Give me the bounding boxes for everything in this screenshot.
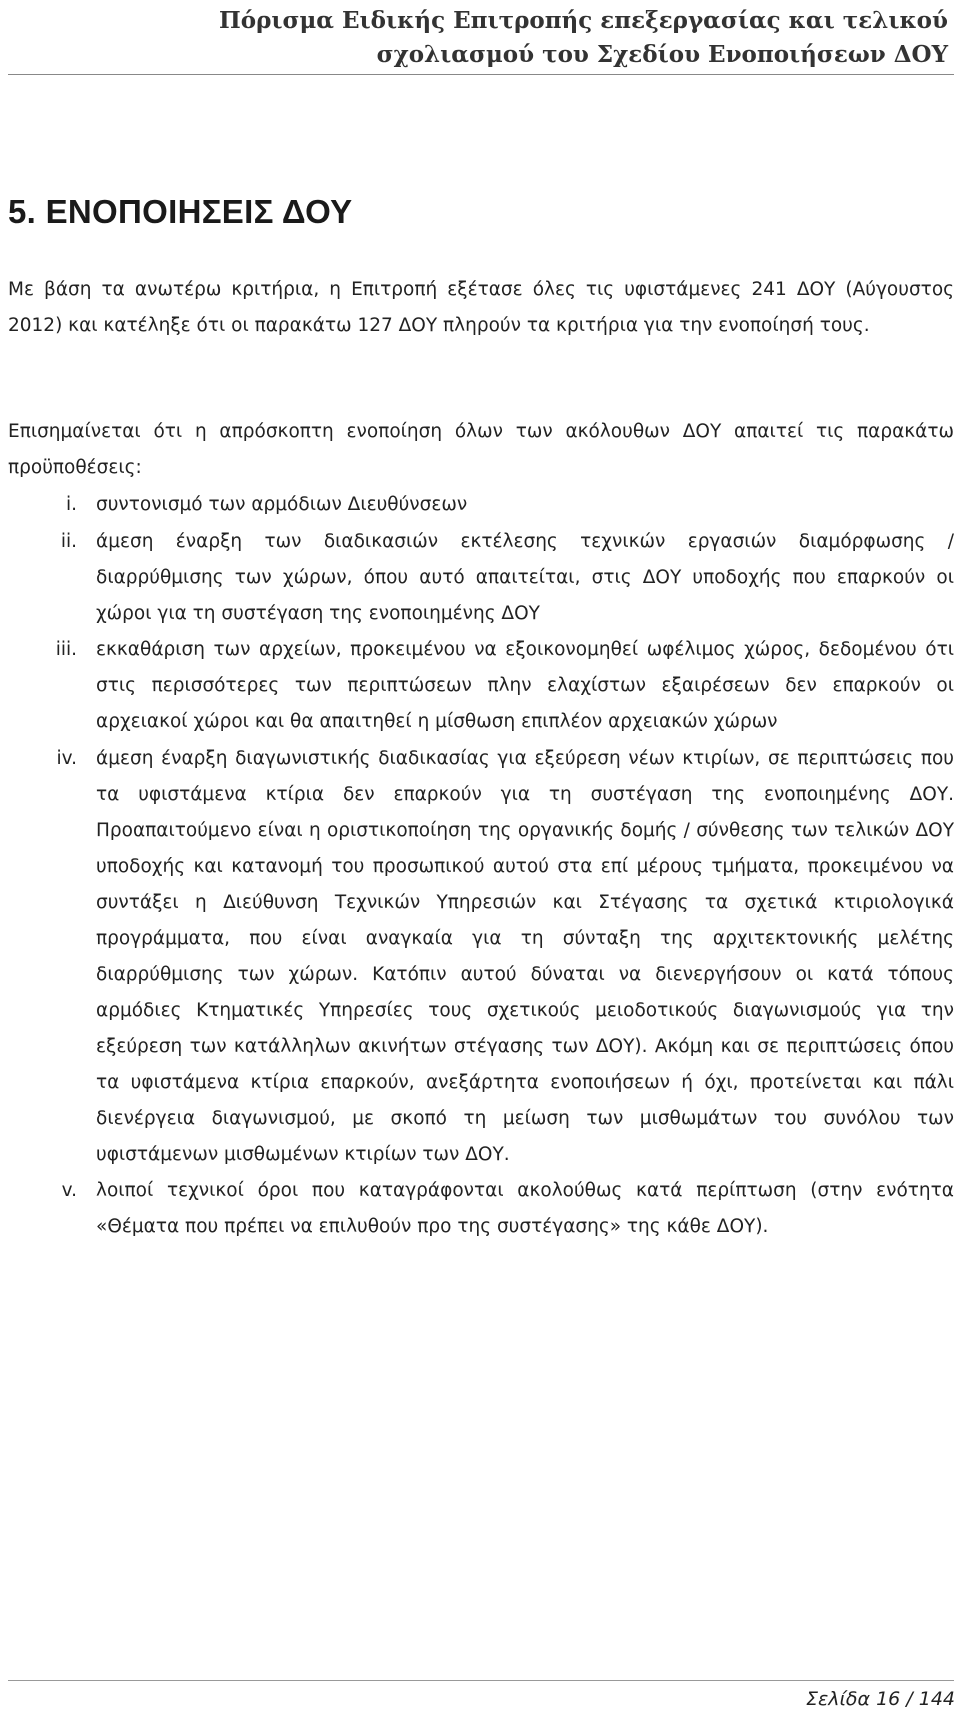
footer-divider [8, 1680, 954, 1681]
list-item-number: v. [61, 1180, 77, 1201]
list-item-number: i. [65, 494, 77, 515]
list-item [0, 1173, 954, 1245]
list-item [0, 632, 954, 740]
page-number: Σελίδα 16 / 144 [805, 1688, 955, 1710]
header-divider [8, 74, 954, 75]
list-item [0, 524, 954, 632]
running-header [0, 4, 948, 72]
section-heading: 5. ΕΝΟΠΟΙΗΣΕΙΣ ΔΟΥ [8, 193, 353, 230]
list-item-number: iv. [56, 748, 77, 769]
intro-paragraph: Με βάση τα ανωτέρω κριτήρια, η Επιτροπή εξέτασε όλες τις υφιστάμενες 241 ΔΟΥ (Αύγουστος 2012) και κατέληξε ότι οι παρακάτω 127 ΔΟΥ πληρούν τα κριτήρια για την ενοποίησή τους. [8, 279, 954, 336]
conditions-list [0, 487, 960, 1245]
header-line-1: Πόρισμα Ειδικής Επιτροπής επεξεργασίας και τελικού [219, 7, 948, 34]
list-item-text: άμεση έναρξη διαγωνιστικής διαδικασίας για εξεύρεση νέων κτιρίων, σε περιπτώσεις που τα υφιστάμενα κτίρια δεν επαρκούν για τη συστέγαση της ενοποιημένης ΔΟΥ. Προαπαιτούμενο είναι η οριστικοποίηση της οργανικής δομής / σύνθεσης των τελικών ΔΟΥ υποδοχής και κατανομή του προσωπικού αυτού στα επί μέρους τμήματα, προκειμένου να συντάξει η Διεύθυνση Τεχνικών Υπηρεσιών και Στέγασης τα σχετικά κτιριολογικά προγράμματα, που είναι αναγκαία για τη σύνταξη της αρχιτεκτονικής μελέτης διαρρύθμισης των χώρων. Κατόπιν αυτού δύναται να διενεργήσουν οι κατά τόπους αρμόδιες Κτηματικές Υπηρεσίες τους σχετικούς μειοδοτικούς διαγωνισμούς για την εξεύρεση των κατάλληλων ακινήτων στέγασης των ΔΟΥ). Ακόμη και σε περιπτώσεις όπου τα υφιστάμενα κτίρια επαρκούν, ανεξάρτητα ενοποιήσεων ή όχι, προτείνεται και πάλι διενέργεια διαγωνισμού, με σκοπό τη μείωση των μισθωμάτων του συνόλου των υφιστάμενων μισθωμένων κτιρίων των ΔΟΥ. [96, 748, 954, 1165]
list-item [0, 741, 954, 1173]
list-item-number: ii. [60, 531, 77, 552]
list-item-text: συντονισμό των αρμόδιων Διευθύνσεων [96, 494, 468, 515]
list-item-text: εκκαθάριση των αρχείων, προκειμένου να εξοικονομηθεί ωφέλιμος χώρος, δεδομένου ότι στις περισσότερες των περιπτώσεων πλην ελαχίστων εξαιρέσεων δεν επαρκούν οι αρχειακοί χώροι και θα απαιτηθεί η μίσθωση επιπλέον αρχειακών χώρων [96, 639, 954, 732]
conditions-intro-paragraph: Επισημαίνεται ότι η απρόσκοπτη ενοποίηση όλων των ακόλουθων ΔΟΥ απαιτεί τις παρακάτω προϋποθέσεις: [8, 421, 954, 478]
list-item-text: λοιποί τεχνικοί όροι που καταγράφονται ακολούθως κατά περίπτωση (στην ενότητα «Θέματα που πρέπει να επιλυθούν προ της συστέγασης» της κάθε ΔΟΥ). [96, 1180, 954, 1237]
list-item-text: άμεση έναρξη των διαδικασιών εκτέλεσης τεχνικών εργασιών διαμόρφωσης / διαρρύθμισης των χώρων, όπου αυτό απαιτείται, στις ΔΟΥ υποδοχής που επαρκούν οι χώροι για τη συστέγαση της ενοποιημένης ΔΟΥ [96, 531, 954, 624]
header-line-2: σχολιασμού του Σχεδίου Ενοποιήσεων ΔΟΥ [376, 41, 948, 68]
list-item-number: iii. [55, 639, 77, 660]
list-item [0, 487, 954, 523]
